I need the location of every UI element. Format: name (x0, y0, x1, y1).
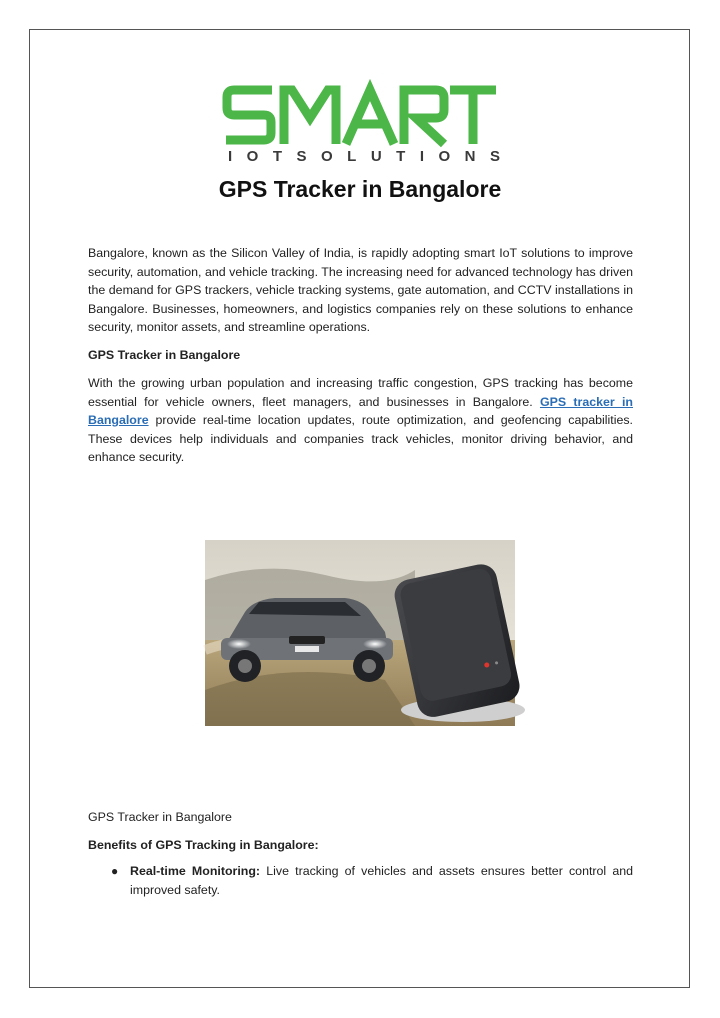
smart-wordmark-graphic (222, 71, 498, 146)
section-heading-gps: GPS Tracker in Bangalore (88, 348, 241, 362)
page-title: GPS Tracker in Bangalore (218, 176, 502, 202)
gps-text-before: With the growing urban population and increasing traffic congestion, GPS tracking has become essential for vehicle owners, fleet managers, and businesses in Bangalore. (88, 376, 633, 409)
image-caption: GPS Tracker in Bangalore (88, 810, 232, 824)
section-gps-body (88, 374, 633, 467)
benefits-list (88, 862, 633, 899)
section-gps-heading-block (88, 346, 633, 365)
benefit-label: Real-time Monitoring: (130, 864, 261, 878)
bullet-icon: ● (111, 864, 119, 878)
logo-subtitle: IOTSOLUTIONS (228, 148, 515, 165)
car-and-device-illustration (205, 540, 515, 726)
gps-text-after: provide real-time location updates, route optimization, and geofencing capabilities. These devices help individuals and companies track vehicles, monitor driving behavior, and enhance security. (88, 413, 633, 465)
benefit-text: Live tracking of vehicles and assets ensures better control and improved safety. (130, 864, 633, 897)
intro-block (88, 244, 633, 337)
smart-iot-logo (222, 71, 515, 168)
gps-tracker-photo (205, 540, 515, 726)
list-item (88, 862, 633, 899)
gps-tracker-bangalore-link[interactable]: GPS tracker in Bangalore (88, 394, 633, 428)
logo-word-text: SMART (222, 71, 278, 88)
benefits-heading-block (88, 836, 633, 855)
benefits-heading: Benefits of GPS Tracking in Bangalore: (88, 838, 319, 852)
intro-paragraph: Bangalore, known as the Silicon Valley of India, is rapidly adopting smart IoT solutions to improve security, automation, and vehicle tracking. The increasing need for advanced technology has driven the demand for GPS trackers, vehicle tracking systems, gate automation, and CCTV installations in Bangalore. Businesses, homeowners, and logistics companies rely on these solutions to enhance security, monitor assets, and streamline operations. (88, 246, 633, 335)
section-paragraph-gps (88, 374, 633, 467)
